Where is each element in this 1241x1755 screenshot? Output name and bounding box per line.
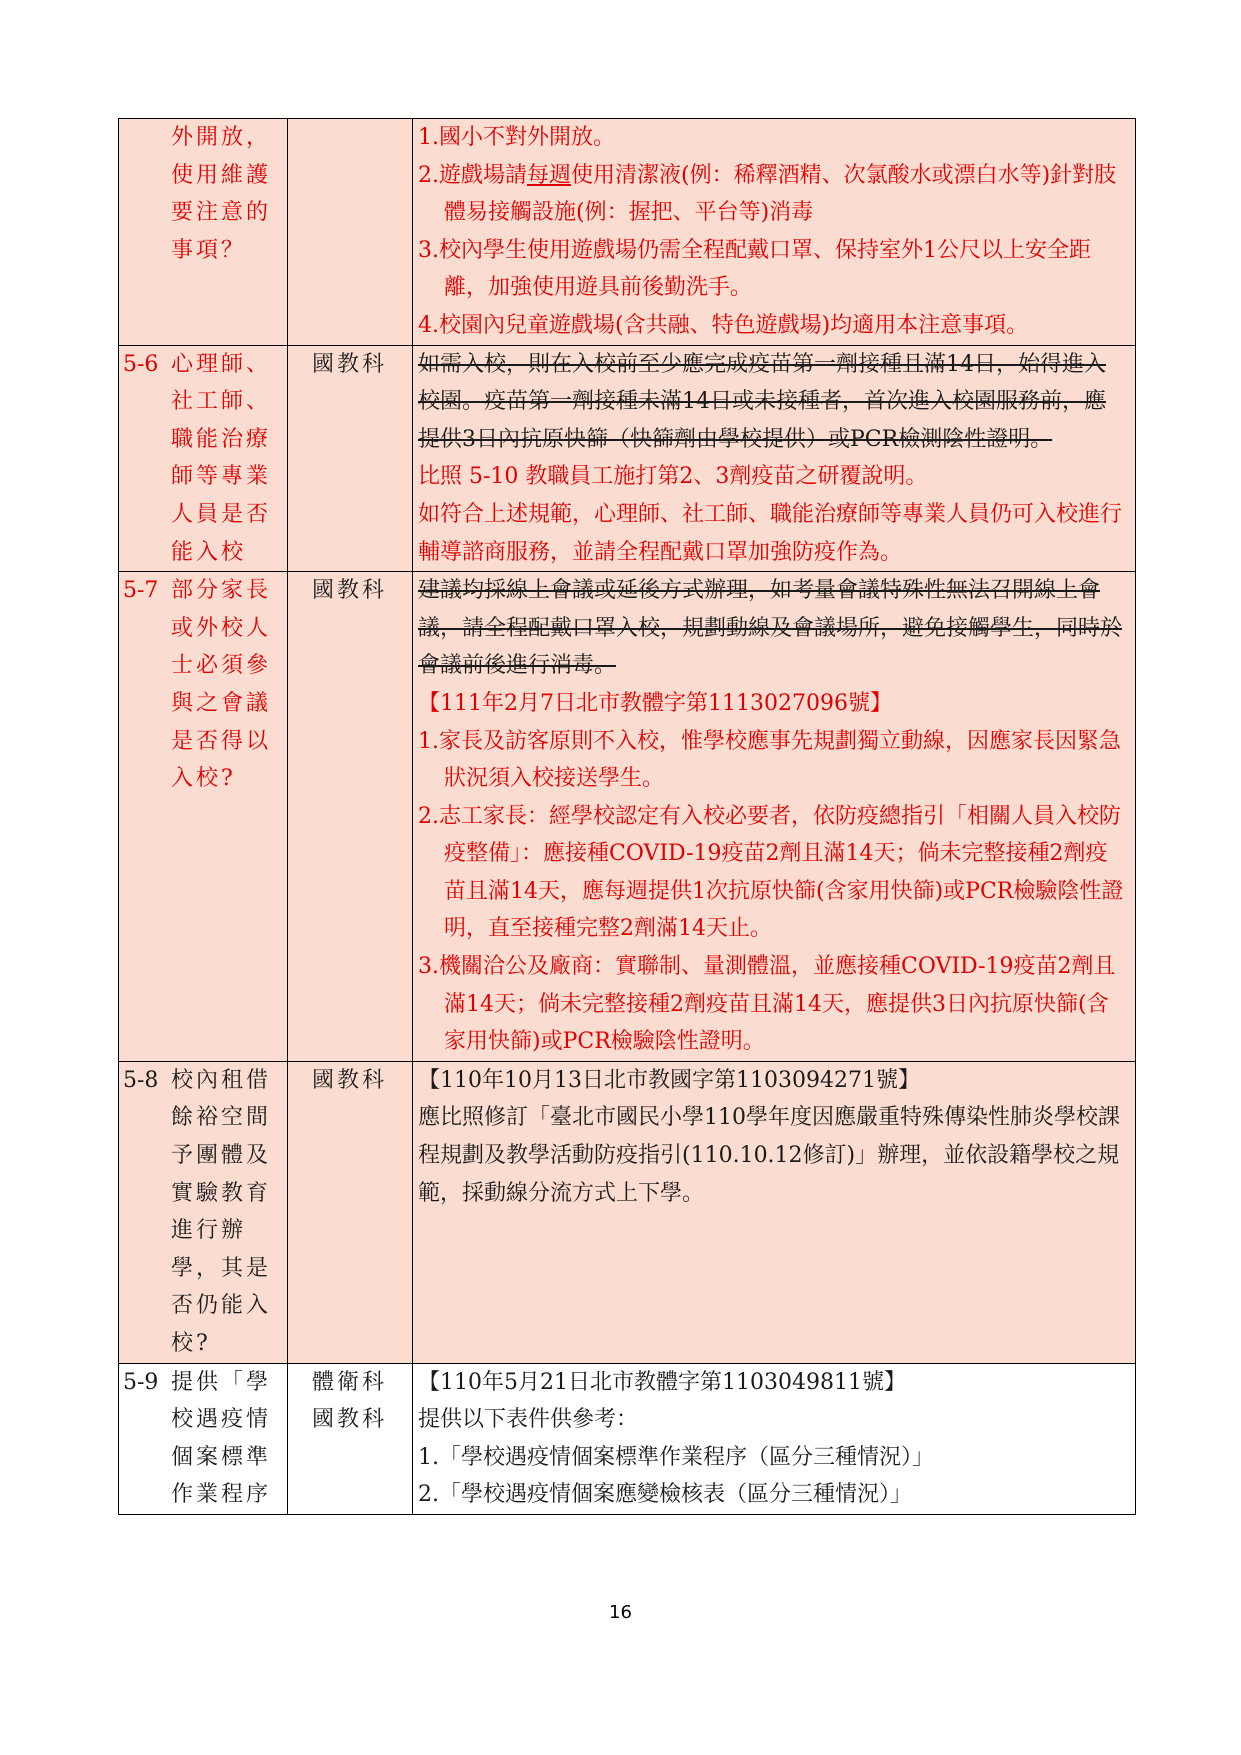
answer-item: 應比照修訂「臺北市國民小學110學年度因應嚴重特殊傳染性肺炎學校課程規劃及教學活動防疫指引(110.10.12修訂)」辦理，並依設籍學校之規範，採動線分流方式上下學。 bbox=[418, 1105, 1120, 1206]
answer-item: 2.志工家長：經學校認定有入校必要者，依防疫總指引「相關人員入校防疫整備」：應接種COVID-19疫苗2劑且滿14天；倘未完整接種2劑疫苗且滿14天，應每週提供1次抗原快篩(含家用快篩)或PCR檢驗陰性證明，直至接種完整2劑滿14天止。 bbox=[418, 803, 1124, 942]
question-line: 使用維護 bbox=[171, 162, 272, 188]
unit-label: 國教科 bbox=[312, 1407, 388, 1433]
unit-cell bbox=[288, 345, 413, 572]
question-line: 職能治療 bbox=[171, 426, 272, 452]
unit-label: 國教科 bbox=[312, 578, 388, 604]
question-number: 5-9 bbox=[123, 1369, 159, 1395]
unit-label: 國教科 bbox=[312, 351, 388, 377]
question-number: 5-7 bbox=[123, 578, 159, 604]
unit-cell bbox=[288, 1061, 413, 1363]
question-number: 5-8 bbox=[123, 1067, 159, 1093]
question-line: 事項？ bbox=[171, 237, 247, 263]
question-line: 學，其是 bbox=[171, 1255, 272, 1281]
answer-cell bbox=[413, 1061, 1136, 1363]
question-line: 予團體及 bbox=[171, 1143, 272, 1169]
question-line: 校遇疫情 bbox=[171, 1407, 272, 1433]
question-line: 人員是否 bbox=[171, 501, 272, 527]
question-cell bbox=[119, 119, 288, 346]
question-line: 社工師、 bbox=[171, 389, 272, 415]
reference-number: 【111年2月7日北市教體字第1113027096號】 bbox=[418, 690, 892, 716]
question-line: 入校? bbox=[171, 766, 236, 792]
struck-text: 如需入校，則在入校前至少應完成疫苗第一劑接種且滿14日，始得進入校園。疫苗第一劑接種未滿14日或未接種者，首次進入校園服務前，應提供3日內抗原快篩（快篩劑由學校提供）或PCR檢測陰性證明。 bbox=[418, 351, 1106, 452]
answer-item: 4.校園內兒童遊戲場(含共融、特色遊戲場)均適用本注意事項。 bbox=[418, 312, 1029, 338]
question-line: 校? bbox=[171, 1331, 211, 1356]
question-line: 士必須參 bbox=[171, 653, 272, 679]
unit-label: 國教科 bbox=[312, 1067, 388, 1093]
table-row bbox=[119, 345, 1136, 572]
question-line: 實驗教育 bbox=[171, 1180, 272, 1206]
question-line: 5-6 心理師、 bbox=[123, 346, 287, 384]
qa-table bbox=[118, 118, 1136, 1515]
question-line: 或外校人 bbox=[171, 615, 272, 641]
answer-item: 1.家長及訪客原則不入校，惟學校應事先規劃獨立動線，因應家長因緊急狀況須入校接送學生。 bbox=[418, 728, 1121, 792]
answer-text: 2.遊戲場請 bbox=[418, 162, 527, 188]
table-row bbox=[119, 1061, 1136, 1363]
question-cell bbox=[119, 1363, 288, 1514]
question-cell bbox=[119, 1061, 288, 1363]
answer-cell bbox=[413, 119, 1136, 346]
answer-item: 提供以下表件供參考： bbox=[418, 1407, 639, 1433]
question-line: 與之會議 bbox=[171, 690, 272, 716]
question-line: 個案標準 bbox=[171, 1444, 272, 1470]
question-line: 師等專業 bbox=[171, 464, 272, 490]
reference-number: 【110年5月21日北市教體字第1103049811號】 bbox=[418, 1369, 906, 1395]
page-number: 16 bbox=[609, 1602, 632, 1623]
reference-number: 【110年10月13日北市教國字第1103094271號】 bbox=[418, 1067, 920, 1093]
unit-cell bbox=[288, 572, 413, 1062]
table-row bbox=[119, 1363, 1136, 1514]
question-cell bbox=[119, 345, 288, 572]
answer-item: 比照 5-10 教職員工施打第2、3劑疫苗之研覆說明。 bbox=[418, 464, 928, 490]
question-number: 5-6 bbox=[123, 351, 159, 377]
answer-cell bbox=[413, 345, 1136, 572]
question-cell bbox=[119, 572, 288, 1062]
question-line: 餘裕空間 bbox=[171, 1105, 272, 1131]
question-line: 作業程序 bbox=[171, 1482, 272, 1508]
table-row bbox=[119, 119, 1136, 346]
underlined-text: 每週 bbox=[527, 162, 572, 188]
answer-item: 如符合上述規範，心理師、社工師、職能治療師等專業人員仍可入校進行輔導諮商服務，並請全程配戴口罩加強防疫作為。 bbox=[418, 501, 1123, 565]
struck-text: 建議均採線上會議或延後方式辦理，如考量會議特殊性無法召開線上會議，請全程配戴口罩入校，規劃動線及會議場所，避免接觸學生，同時於會議前後進行消毒。 bbox=[418, 578, 1123, 679]
answer-item bbox=[418, 157, 1127, 232]
question-line: 是否得以 bbox=[171, 728, 272, 754]
unit-label: 體衛科 bbox=[312, 1369, 388, 1395]
question-line: 5-8 校內租借 bbox=[123, 1062, 287, 1100]
answer-cell bbox=[413, 1363, 1136, 1514]
answer-cell bbox=[413, 572, 1136, 1062]
answer-text: 使用清潔液(例：稀釋酒精、次氯酸水或漂白水等)針對肢體易接觸設施(例：握把、平台等)消毒 bbox=[444, 162, 1117, 226]
question-line: 5-9 提供「學 bbox=[123, 1364, 287, 1402]
table-row bbox=[119, 572, 1136, 1062]
unit-cell bbox=[288, 119, 413, 346]
question-line: 否仍能入 bbox=[171, 1293, 272, 1319]
unit-cell bbox=[288, 1363, 413, 1514]
answer-item: 2.「學校遇疫情個案應變檢核表（區分三種情況）」 bbox=[418, 1482, 912, 1508]
answer-item: 3.校內學生使用遊戲場仍需全程配戴口罩、保持室外1公尺以上安全距離，加強使用遊具前後勤洗手。 bbox=[418, 237, 1091, 301]
question-line: 要注意的 bbox=[171, 200, 272, 226]
question-line: 外開放， bbox=[171, 125, 272, 150]
answer-item: 1.國小不對外開放。 bbox=[418, 125, 615, 150]
answer-item: 3.機關洽公及廠商：實聯制、量測體溫，並應接種COVID-19疫苗2劑且滿14天；倘未完整接種2劑疫苗且滿14天，應提供3日內抗原快篩(含家用快篩)或PCR檢驗陰性證明。 bbox=[418, 954, 1116, 1055]
question-line: 能入校 bbox=[171, 539, 247, 565]
question-line: 進行辦 bbox=[171, 1218, 247, 1244]
question-line: 5-7 部分家長 bbox=[123, 572, 287, 610]
answer-item: 1.「學校遇疫情個案標準作業程序（區分三種情況）」 bbox=[418, 1444, 934, 1470]
